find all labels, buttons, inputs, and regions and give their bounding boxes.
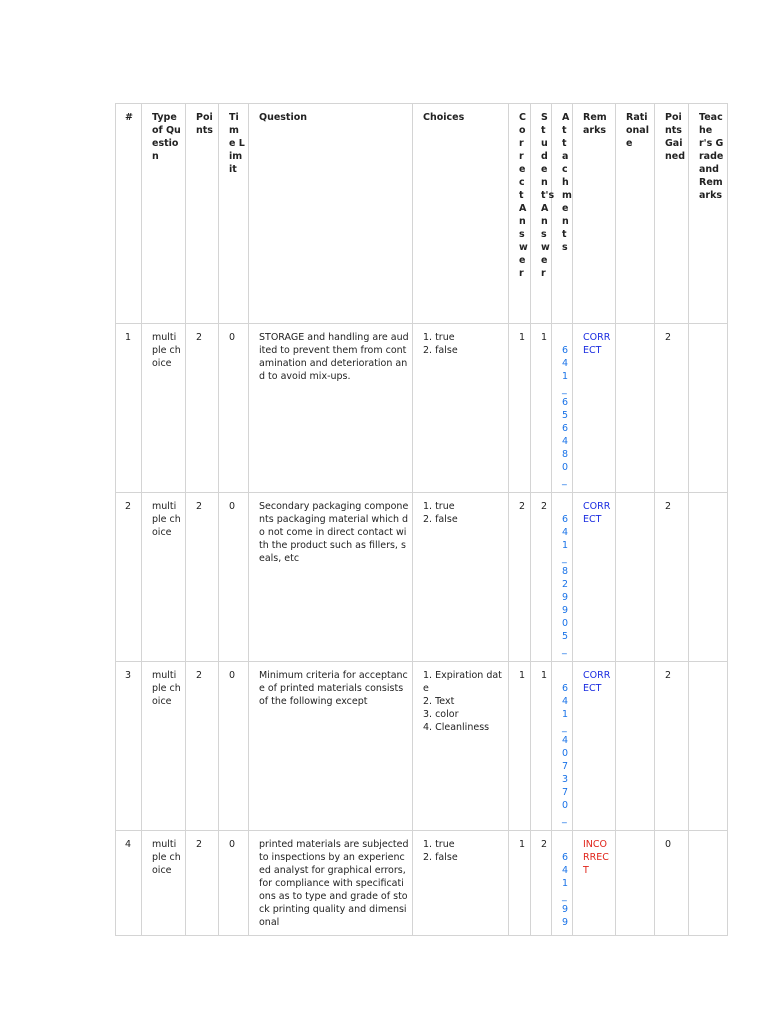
row-number: 1 — [116, 324, 142, 493]
question-text: Minimum criteria for acceptance of printed materials consists of the following except — [249, 662, 413, 831]
time-limit: 0 — [219, 662, 249, 831]
header-points: Points — [186, 104, 219, 324]
student-answer: 1 — [531, 324, 552, 493]
remarks-badge: CORRECT — [573, 324, 616, 493]
row-number: 3 — [116, 662, 142, 831]
header-remarks: Remarks — [573, 104, 616, 324]
question-text: printed materials are subjected to inspections by an experienced analyst for graphical errors, for compliance with specifications as to type and grade of stock printing quality and dimensional — [249, 831, 413, 936]
header-question: Question — [249, 104, 413, 324]
question-type: multiple choice — [142, 831, 186, 936]
question-type: multiple choice — [142, 324, 186, 493]
quiz-results-table — [115, 103, 728, 936]
attachment-link[interactable]: 641_407370_ — [562, 683, 569, 824]
table-row — [116, 324, 728, 493]
points-gained: 2 — [655, 493, 689, 662]
choices-list — [413, 662, 509, 831]
choice-item: 2. false — [423, 345, 458, 356]
rationale — [616, 493, 655, 662]
points-gained: 2 — [655, 324, 689, 493]
points: 2 — [186, 662, 219, 831]
time-limit: 0 — [219, 831, 249, 936]
attachment-cell — [552, 324, 573, 493]
choice-item: 1. true — [423, 501, 455, 512]
attachment-link[interactable]: 641_99 — [562, 852, 569, 928]
row-number: 2 — [116, 493, 142, 662]
choice-item: 1. Expiration date — [423, 670, 502, 694]
header-number: # — [116, 104, 142, 324]
header-choices: Choices — [413, 104, 509, 324]
header-question-type: Type of Question — [142, 104, 186, 324]
row-number: 4 — [116, 831, 142, 936]
table-row — [116, 493, 728, 662]
choice-item: 3. color — [423, 709, 459, 720]
student-answer: 2 — [531, 831, 552, 936]
points-gained: 2 — [655, 662, 689, 831]
header-time-limit: Time Limit — [219, 104, 249, 324]
table-row — [116, 831, 728, 936]
teacher-grade — [689, 662, 728, 831]
attachment-link[interactable]: 641_829905_ — [562, 514, 569, 655]
attachment-link[interactable]: 641_6564 80_ — [562, 345, 569, 486]
header-attachments: Attachments — [552, 104, 573, 324]
question-type: multiple choice — [142, 662, 186, 831]
rationale — [616, 831, 655, 936]
time-limit: 0 — [219, 324, 249, 493]
choices-list — [413, 324, 509, 493]
points-gained: 0 — [655, 831, 689, 936]
rationale — [616, 662, 655, 831]
remarks-badge: CORRECT — [573, 493, 616, 662]
remarks-badge: INCORRECT — [573, 831, 616, 936]
choices-list — [413, 493, 509, 662]
teacher-grade — [689, 831, 728, 936]
teacher-grade — [689, 324, 728, 493]
attachment-cell — [552, 831, 573, 936]
correct-answer: 2 — [509, 493, 531, 662]
choice-item: 2. Text — [423, 696, 455, 707]
header-student-answer: Student's Answer — [531, 104, 552, 324]
question-text: STORAGE and handling are audited to prevent them from contamination and deterioration and to avoid mix-ups. — [249, 324, 413, 493]
header-rationale: Rationale — [616, 104, 655, 324]
header-row — [116, 104, 728, 324]
remarks-badge: CORRECT — [573, 662, 616, 831]
attachment-cell — [552, 662, 573, 831]
student-answer: 2 — [531, 493, 552, 662]
choice-item: 2. false — [423, 514, 458, 525]
question-text: Secondary packaging components packaging material which do not come in direct contact with the product such as fillers, seals, etc — [249, 493, 413, 662]
question-type: multiple choice — [142, 493, 186, 662]
rationale — [616, 324, 655, 493]
header-points-gained: Points Gained — [655, 104, 689, 324]
time-limit: 0 — [219, 493, 249, 662]
points: 2 — [186, 493, 219, 662]
correct-answer: 1 — [509, 831, 531, 936]
choices-list — [413, 831, 509, 936]
points: 2 — [186, 324, 219, 493]
choice-item: 2. false — [423, 852, 458, 863]
attachment-cell — [552, 493, 573, 662]
correct-answer: 1 — [509, 662, 531, 831]
student-answer: 1 — [531, 662, 552, 831]
correct-answer: 1 — [509, 324, 531, 493]
choice-item: 1. true — [423, 839, 455, 850]
table-row — [116, 662, 728, 831]
choice-item: 1. true — [423, 332, 455, 343]
points: 2 — [186, 831, 219, 936]
header-correct-answer: Correct Answer — [509, 104, 531, 324]
choice-item: 4. Cleanliness — [423, 722, 490, 733]
header-teacher-grade: Teacher's Grade and Remarks — [689, 104, 728, 324]
teacher-grade — [689, 493, 728, 662]
